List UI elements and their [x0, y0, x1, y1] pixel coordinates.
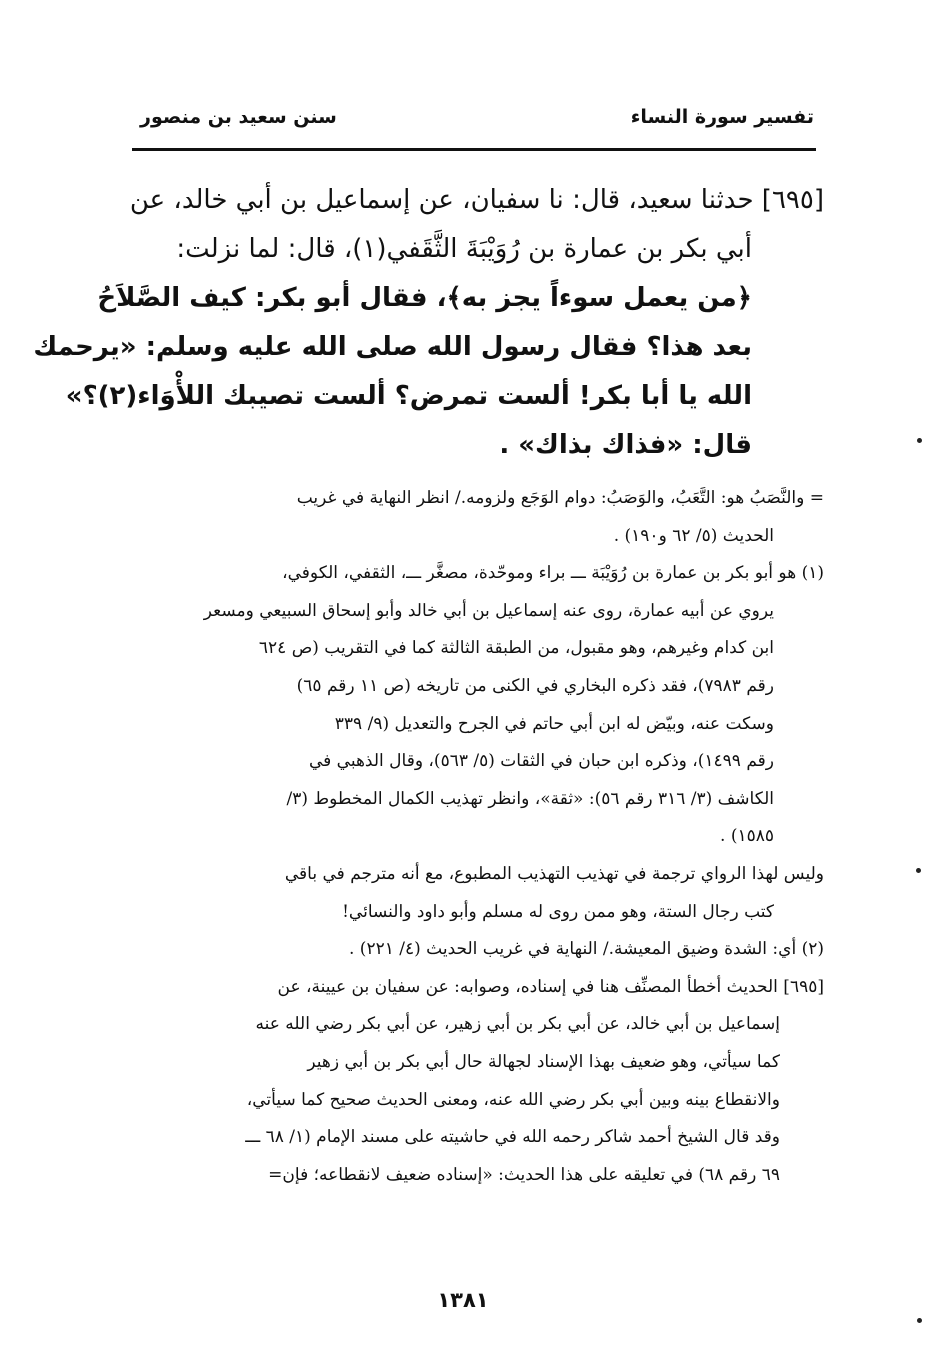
footnote-695-line: إسماعيل بن أبي خالد، عن أبي بكر بن أبي زهير، عن أبي بكر رضي الله عنه: [255, 1014, 780, 1035]
header-rule: [132, 148, 816, 151]
footnote-1-extra-line: كتب رجال الستة، وهو ممن روى له مسلم وأبو داود والنسائي!: [342, 901, 774, 922]
footnote-1-line: يروي عن أبيه عمارة، روى عنه إسماعيل بن أبي خالد وأبو إسحاق السبيعي ومسعر: [203, 600, 774, 621]
footnote-1-line: رقم ١٤٩٩)، وذكره ابن حبان في الثقات (٥/ ٥٦٣)، وقال الذهبي في: [308, 751, 774, 772]
footnote-695-line: ٦٩ رقم ٦٨) في تعليقه على هذا الحديث: «إسناده ضعيف لانقطاعه؛ فإن=: [268, 1164, 780, 1185]
footnote-1-line: ابن كدام وغيرهم، وهو مقبول، من الطبقة الثالثة كما في التقريب (ص ٦٢٤: [258, 638, 774, 659]
running-head: [128, 98, 814, 142]
footnote-695-line: وقد قال الشيخ أحمد شاكر رحمه الله في حاشيته على مسند الإمام (١/ ٦٨ ـــ: [245, 1127, 780, 1148]
footnotes: [128, 480, 824, 1194]
footnote-continuation-line: = والنَّصَبُ هو: التَّعَبُ، والوَصَبُ: دوام الوَجَع ولزومه./ انظر النهاية في غريب: [296, 488, 824, 508]
footnote-1-line: (١) هو أبو بكر بن عمارة بن رُوَيْبَة ـــ براء وموحّدة، مصغَّر ـــ، الثقفي، الكوفي،: [282, 563, 824, 584]
footnote-1-line: وسكت عنه، وبيّض له ابن أبي حاتم في الجرح والتعديل (٩/ ٣٣٩: [334, 713, 774, 734]
footnote-continuation-line: الحديث (٥/ ٦٢ و١٩٠) .: [613, 525, 774, 546]
scan-speck: [917, 438, 922, 443]
header-chapter-title: تفسير سورة النساء: [630, 106, 814, 128]
hadith-line: الله يا أبا بكر! ألست تمرض؟ ألست تصيبك اللأْوَاء(٢)؟»: [65, 381, 752, 411]
hadith-line: بعد هذا؟ فقال رسول الله صلى الله عليه وسلم: «يرحمك: [33, 332, 752, 362]
hadith-line: ﴿من يعمل سوءاً يجز به﴾، فقال أبو بكر: كيف الصَّلاَحُ: [97, 283, 752, 313]
footnote-695-line: والانقطاع بينه وبين أبي بكر رضي الله عنه، ومعنى الحديث صحيح كما سيأتي،: [246, 1089, 780, 1110]
page-number: ١٣٨١: [437, 1288, 489, 1312]
scan-speck: [916, 868, 921, 873]
footnote-1-line: الكاشف (٣/ ٣١٦ رقم ٥٦): «ثقة»، وانظر تهذيب الكمال المخطوط (٣/: [286, 788, 774, 809]
hadith-text: [33, 176, 824, 470]
footnote-695-line: كما سيأتي، وهو ضعيف بهذا الإسناد لجهالة حال أبي بكر بن أبي زهير: [307, 1051, 780, 1072]
footnote-695-line: [٦٩٥] الحديث أخطأ المصنِّف هنا في إسناده، وصوابه: عن سفيان بن عيينة، عن: [277, 976, 824, 997]
hadith-line: أبي بكر بن عمارة بن رُوَيْبَةَ الثَّقَفي(١)، قال: لما نزلت:: [176, 234, 752, 264]
hadith-line: [٦٩٥] حدثنا سعيد، قال: نا سفيان، عن إسماعيل بن أبي خالد، عن: [129, 185, 824, 215]
hadith-line: قال: «فذاك بذاك» .: [499, 430, 752, 460]
footnote-1-extra-line: وليس لهذا الرواي ترجمة في تهذيب التهذيب المطبوع، مع أنه مترجم في باقي: [284, 863, 824, 884]
footnote-1-line: رقم ٧٩٨٣)، فقد ذكره البخاري في الكنى من تاريخه (ص ١١ رقم ٦٥): [296, 675, 774, 696]
footnote-1-line: ١٥٨٥) .: [720, 826, 774, 847]
footnote-2: (٢) أي: الشدة وضيق المعيشة./ النهاية في غريب الحديث (٤/ ٢٢١) .: [348, 939, 824, 960]
scan-speck: [917, 1318, 922, 1323]
header-book-title: سنن سعيد بن منصور: [140, 106, 337, 128]
